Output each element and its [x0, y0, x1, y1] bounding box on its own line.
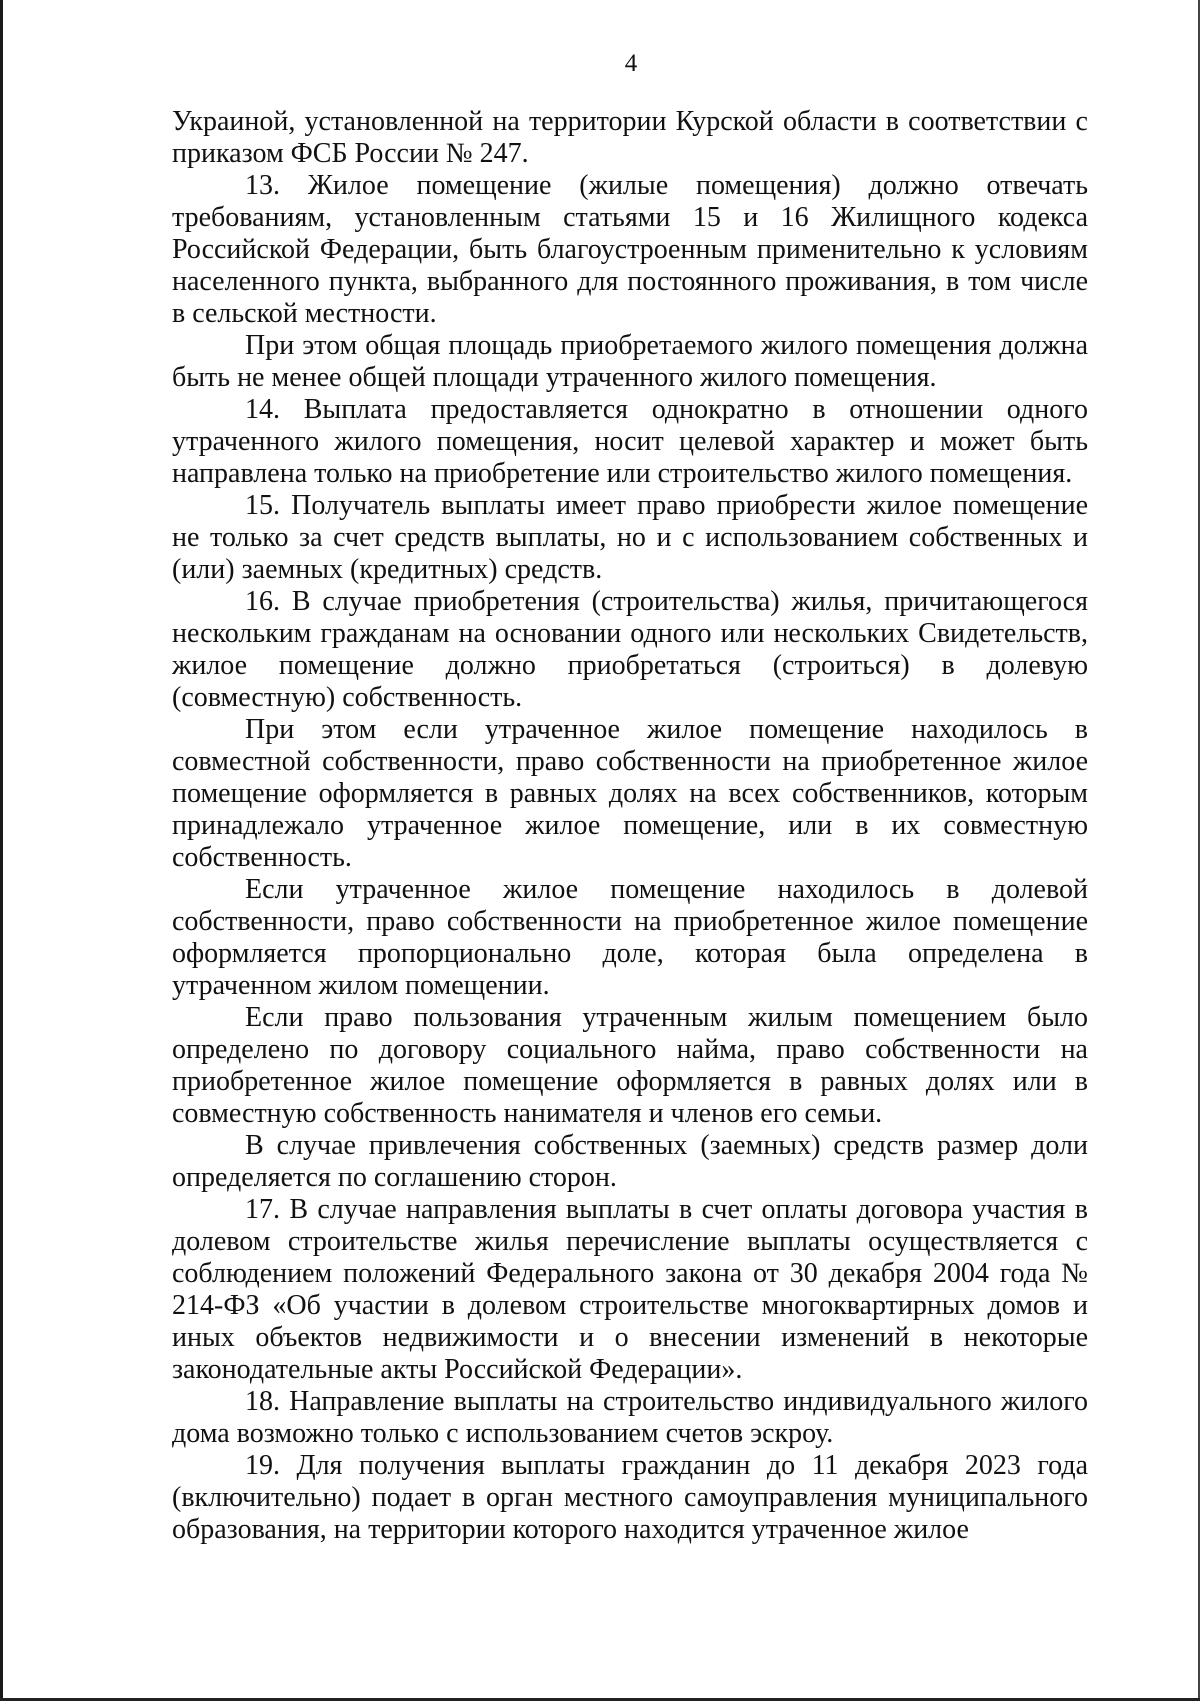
scan-left-border	[0, 0, 3, 1701]
page-number: 4	[624, 50, 638, 77]
paragraph-17: 17. В случае направления выплаты в счет оплаты договора участия в долевом строительстве жилья перечисление выплаты осуществляется с соблюдением положений Федерального закона от 30 декабря 2004 года № 214-ФЗ «Об участии в долевом строительстве многоквартирных домов и иных объектов недвижимости и о внесении изменений в некоторые законодательные акты Российской Федерации».	[172, 1194, 1088, 1385]
paragraph-16-joint: При этом если утраченное жилое помещение находилось в совместной собственности, право собственности на приобретенное жилое помещение оформляется в равных долях на всех собственников, которым принадлежало утраченное жилое помещение, или в их совместную собственность.	[172, 714, 1088, 873]
paragraph-15: 15. Получатель выплаты имеет право приобрести жилое помещение не только за счет средств выплаты, но и с использованием собственных и (или) заемных (кредитных) средств.	[172, 490, 1088, 585]
paragraph-14: 14. Выплата предоставляется однократно в отношении одного утраченного жилого помещения, носит целевой характер и может быть направлена только на приобретение или строительство жилого помещения.	[172, 394, 1088, 489]
paragraph-16-shared: Если утраченное жилое помещение находилось в долевой собственности, право собственности на приобретенное жилое помещение оформляется пропорционально доле, которая была определена в утраченном жилом помещении.	[172, 874, 1088, 1001]
paragraph-18: 18. Направление выплаты на строительство индивидуального жилого дома возможно только с использованием счетов эскроу.	[172, 1386, 1088, 1449]
paragraph-13: 13. Жилое помещение (жилые помещения) должно отвечать требованиям, установленным статьями 15 и 16 Жилищного кодекса Российской Федерации, быть благоустроенным применительно к условиям населенного пункта, выбранного для постоянного проживания, в том числе в сельской местности.	[172, 170, 1088, 329]
paragraph-16: 16. В случае приобретения (строительства) жилья, причитающегося нескольким гражданам на основании одного или нескольких Свидетельств, жилое помещение должно приобретаться (строиться) в долевую (совместную) собственность.	[172, 586, 1088, 713]
paragraph-13-area: При этом общая площадь приобретаемого жилого помещения должна быть не менее общей площади утраченного жилого помещения.	[172, 330, 1088, 393]
paragraph-16-own-funds: В случае привлечения собственных (заемных) средств размер доли определяется по соглашению сторон.	[172, 1130, 1088, 1193]
paragraph-continuation: Украиной, установленной на территории Курской области в соответствии с приказом ФСБ России № 247.	[172, 106, 1088, 169]
paragraph-16-social-lease: Если право пользования утраченным жилым помещением было определено по договору социального найма, право собственности на приобретенное жилое помещение оформляется в равных долях или в совместную собственность нанимателя и членов его семьи.	[172, 1002, 1088, 1129]
document-body	[172, 106, 1088, 1546]
paragraph-19: 19. Для получения выплаты гражданин до 11 декабря 2023 года (включительно) подает в орган местного самоуправления муниципального образования, на территории которого находится утраченное жилое	[172, 1450, 1088, 1545]
